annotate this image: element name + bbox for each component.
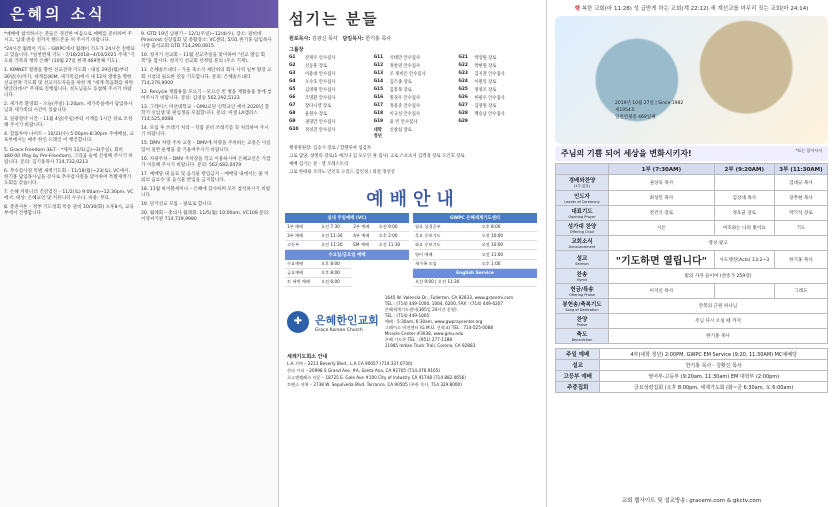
order-label-text: 교회소식 [571,239,593,245]
schedule-row [556,360,828,371]
group-item [289,87,368,93]
order-label-text: 헌금/특송 [570,287,594,293]
group-name: 권형만 안수집사 [305,120,336,125]
group-name: 원경우 안수집사 [389,96,421,101]
group-code: G1 [289,55,296,60]
worship-right-table [413,213,537,287]
group-name: 장다니엘 장로 [305,104,332,109]
order-row [556,191,828,206]
order-cell [714,284,774,299]
group-item [289,71,368,77]
news-right-column [141,32,272,226]
worship-section: 수요일/금요일 예배 [285,250,409,261]
group-name: 정찬영 안수집사 [389,64,421,69]
group-item [374,71,453,77]
worship-row [285,241,409,250]
schedule-label: 주일 예배 [556,349,600,360]
order-label [556,329,609,344]
news-item: 3. 일광절약 시간 – 11월 4일(주일)부터 시계를 1시간 뒤로 조정해 주시기 바랍니다. [4,117,133,129]
group-code: G8 [289,111,296,116]
order-cell: 기도 [774,221,827,236]
worship-header: GWPC 은혜세계기도센터 [413,213,537,223]
order-cell: 주님 다시 오실 때 까지 [609,314,828,329]
group-item [289,111,368,117]
news-item: *24시간 월레이 기도 – GWPC에서 월례이 기도가 24시간 진행되고 있습니다. *일천번제 기도 - 7/18/2018~4/10/2021 주제 "기도와 가족의 행복 은혜" (10월 27일 현재 469번째 기도). [4,47,135,65]
group-item [458,111,537,117]
group-code: G15 [373,87,384,92]
group-code: G18 [373,111,384,116]
group-item [374,87,453,93]
order-cell: 한기홍 목사 [774,251,827,269]
group-code: G7 [289,103,296,108]
news-item: 9. GTD 19년 남편기 – 12/1(주일)~12/4(수), 장소: 팜비데 Pinecrest 신장집회 및 총활장소: VC센터, 5/31 한기홍 담임목사 사랑 출석교회 GTD 714,290,0015 [141,32,272,50]
order-cell: 만복의 근원 하나님 [609,299,828,314]
order-cell: 권상욱 목사 [609,175,715,191]
group-code: G19 [373,119,384,124]
group-name: 이규성 안수집사 [389,112,421,117]
order-label [556,206,609,221]
order-row [556,269,828,284]
group-code: G29 [458,119,468,124]
vc-addr: Miracle Center #3038, www.gmu.edu [384,331,464,336]
order-of-service [555,163,828,344]
order-label-sub: Offering Choir [569,230,595,234]
group-item [289,127,368,139]
news-item: 11. 은혜솔트내티 – 가을 축소식 새단위의 회사 사역 일부 활장 교회 시설의 필요한 연동 기도합니다. 문의: 은혜솔트내티 714,276,9000 [141,68,272,86]
branch-item: L.A 지역 – 2213 Beverly Blvd., L.A CA 90057 (714.337.6730) [287,361,413,366]
worship-left-table [285,213,409,287]
motto-initial: 행 [574,6,580,12]
schedule-row [556,382,828,393]
news-item: 16. 자광주차 – DMV 주차장을 작고 이용하시며 은혜교인은 가깝가 이동해 주시기 바랍니다. 문의: 562,682,0479 [141,156,271,168]
group-name: 김지철 안수집사 [474,72,505,77]
servants-title: 섬기는 분들 [289,10,379,28]
group-name: 백승남 안수집사 [474,112,505,117]
worship-row [285,232,409,241]
church-info [279,289,547,351]
order-cell: 최성민 목사 [609,191,715,206]
group-code: G12 [373,63,384,68]
order-cell: 시온 [609,221,715,236]
news-panel [0,0,278,507]
group-name: 조명환 안수집사 [305,96,336,101]
worship-cell: 고등부 [285,241,319,250]
group-item [289,79,368,85]
branch-item: 로스앤젤레스 타운 – 18725 E. Gale Ave #100 City of Industry CA 91748 (714.882.0656) [287,375,466,380]
order-row [556,329,828,344]
news-item: 10. 청지기 선교회 – 11월 선교주일을 맞이하여 "선교 열심 회복"을 합시다. 청지기 선교회 선정팀 문의 (주소 기재). [141,53,265,65]
group-item [374,103,453,109]
bulletin-date: 2019년 10월 27일 | Since 1982 [615,101,684,106]
order-row [556,175,828,191]
gm-line: 은혜 기드온 TEL : (951) 277-1188 [384,337,453,342]
news-title: 은혜의 소식 [0,0,278,28]
order-label [556,314,609,329]
group-code: G10 [289,127,299,132]
group-name: 윤원수 장로 [305,112,328,117]
bulletin-vol: 제1954호 [615,108,636,113]
news-item: 18. 11월 바이블세미나 – 은혜에 감사하며 모두 참석하시기 바랍니다. [141,186,271,199]
worship-cell: 화요 중보기도 [413,241,480,250]
wc-tel: TEL : (714) 449-1005 [384,313,430,318]
order-row [556,221,828,236]
footer-text: 교회 웹사이트 및 설교방송: gracemi.com & gkctv.com [621,498,762,504]
worship-cell: 오전 10:00 [480,241,537,250]
order-cell: 전건식 장로 [609,206,715,221]
pastor-label: 담임목사: [342,36,364,42]
theme-banner [555,146,828,161]
news-item: 5. Grace Freedom 3&7 – *제자 11/1(금)~3(주일), 회비 $80:00 (Pay by Pre-Freedom), 그리움 둘에 신청해 주시기 바랍니다. 문의: 김기홍목사 714,732,0213 [4,147,133,165]
branch-item: 산타 시티 – 20998 S Grand Ave, #A, Santa Ana, CA 92705 (714.476.9165) [287,368,440,373]
worship-cell: 4부 예배 [351,232,376,241]
order-label-text: 성가대 찬양 [567,224,597,230]
order-label-text: 축도 [576,332,588,338]
order-cell: 박기석 장로 [774,206,827,221]
group-code [458,127,470,139]
worship-cell: 토 새벽 예배 [285,278,319,287]
news-item: 14. 모임 후 쓰레기 처리 – 직접 준비 쓰레기를 꼭 처리하여 주시기 바랍니다. [141,126,269,138]
worship-row [285,278,409,287]
schedule-label: 설교 [556,360,600,371]
vc-line: 그레이스 비전센터 (G.M.U. 신학교) TEL : 714-525-0088 [384,325,494,330]
order-label-sub: Hymn [576,278,588,282]
order-label-sub: Announcement [568,245,596,249]
order-label-text: 봉헌송/축복기도 [562,302,602,308]
order-label-sub: Sermon [575,261,589,266]
church-name: 은혜한인교회 [315,313,379,327]
group-code: G2 [289,63,296,68]
group-name: 신창섭 장로 [389,128,412,133]
group-name: 신동훈 장로 [305,64,328,69]
order-label [556,175,609,191]
order-cell: "기도하면 열립니다" [609,251,715,269]
order-cell: 그레도 [774,284,827,299]
worship-cell: 오후 8:00 [319,269,351,278]
worship-row [413,241,537,250]
order-label-text: 대표기도 [571,209,593,215]
order-row [556,299,828,314]
order-label [556,251,609,269]
worship-header: 실내 주일예배 (VC) [285,213,409,223]
schedule-text: 한기홍 목사 · 김황신 목사 [600,360,828,371]
order-row [556,284,828,299]
worship-cell: 오전 9:00 [377,223,409,232]
order-label-sub: Song of Dedication [565,308,599,312]
worship-cell: 오후 8:00 [319,260,351,269]
news-item: 15. DMV 차량 주차 교통 – DMV에 차량을 주차하는 교통은 이름 있어 일반 운행을 좀 기울여주시기 바랍니다. [141,141,271,153]
world-map-image [555,16,828,144]
group-code: G16 [373,95,384,100]
order-label [556,284,609,299]
group-name: 이용대 안수집사 [305,72,336,77]
worship-cell: 새가족 모임 [413,259,480,268]
service-header: 1부 (7:30AM) [609,164,715,175]
group-item [374,127,453,139]
order-cell: 영상 광고 [609,236,828,251]
group-name: 정용준 안수집사 [389,104,421,109]
role-line: 크로 담당, 창열록 장로(1 애즈다 김 모오인 권 집사) 크로 스포츠서 김객경 장로 오인호 장로 [289,154,465,159]
order-label-text: 찬송 [576,272,588,278]
news-left-column [4,32,135,226]
group-item [374,63,453,69]
order-label-text: 경배와찬양 [568,178,596,184]
group-code: G14 [373,79,384,84]
schedule-text: 금요성령집회 (오후 8:00pm, 세계기도회 (화~금 6:30am, 토 6:00am) [600,382,828,393]
group-item [458,87,537,93]
order-cell [714,175,774,191]
branches [279,351,547,391]
order-label-text: 찬양 [576,317,588,323]
role-line: 예배 섬기는 분 · 셀 오레스트리 [289,162,349,167]
order-label-sub: (1부 없음) [573,184,591,188]
news-item: 7. 은혜 커뮤니티 건강검진 – 11/2(토) 9:00am~12:30pm, VC에서. 대상: 은혜교인 및 커뮤니티 누구나. 비용: 무료. [4,190,134,202]
worship-cell: 금요예배 [285,269,319,278]
group-code: G4 [289,79,296,84]
group-item [374,119,453,125]
group-item [374,55,453,61]
order-label-sub: Benediction [571,338,593,342]
group-code: G5 [289,87,296,92]
worship-cell: 2부 예배 [351,223,376,232]
bulletin-prayer: 일천번제중 469일째 [615,115,656,120]
founder-label: 원로목사: [289,36,311,42]
worship-cell: 수요예배 [285,260,319,269]
news-item: 1. KIMNET 열방을 향한 선교전략 기도회 - 내일 29일(월)부터 30일(수)까지, 세계를(KIM, 세가족심)에서 새 12차 열방을 향한 선교전략 기도회 및 선교지도자들을 위한 계 "세계 복음화를 위한 방글라데시" 주제로 진행됩니다. 성도님들도 동참해 주시기 바랍니다. [4,68,134,98]
group-code: G13 [373,71,384,76]
group-item [458,103,537,109]
group-item [374,111,453,117]
role-line: 행정위원장: 김승기 장로 / 할렐루야 섬김자 [289,146,372,151]
order-label-sub: Praise [576,323,588,327]
bulletin-panel [546,0,835,507]
worship-row [413,223,537,232]
order-row [556,206,828,221]
schedule-text: 4부(대학 청년) 2:00PM, GWPC EM Service (9:20, 11:30AM) MC예배당 [600,349,828,360]
order-label-text: 설교 [576,255,588,262]
group-name: 김봉목 장로 [389,88,412,93]
worship-cell: 1부 예배 [285,223,319,232]
worship-row [413,250,537,259]
order-label-sub: Leader of Ceremony [564,200,600,204]
schedule-table [555,348,828,393]
groups-grid [279,55,547,139]
worship-cell: 오전 11:30 [377,241,409,250]
order-corner [556,164,609,175]
worship-cell: 오후 1:00 [480,259,537,268]
theme-note: *표는 일어서서 [795,148,822,153]
worship-row [285,260,409,269]
group-code: 대학 청년 [373,128,382,139]
group-item [458,79,537,85]
worship-title: 예배안내 [366,189,460,210]
branches-title: 세계기도회소 안내 [287,354,328,360]
worship-cell: 영어 예배 [413,250,480,259]
group-code: G11 [373,55,384,60]
order-label [556,221,609,236]
worship-cell: 오전 10:00 [480,232,537,241]
church-address: 1645 W. Valencia Dr., Fullerton, CA 92833, www.gracemi.com [384,295,514,300]
worship-cell: 오전 11:30 [319,241,351,250]
news-item: 17. 예배당 내 음료 및 음식물 반입금지 – 예배당 내에서는 물 이외의 음료수 및 음식물 반입을 금지합니다. [141,171,269,183]
roles-list [279,139,547,181]
order-label-sub: Offering Praise [569,293,595,297]
group-name: 오수호 안수집사 [305,80,336,85]
group-code: G17 [373,103,384,108]
news-item: 12. Recycle 재활용품 모으기 – 모으신 빈 병을 재활용품 통에 넣어주시기 바랍니다. 문의: 김영승 562,292,5123 [141,89,272,101]
group-item [458,71,537,77]
groups-label: 그룹장 [289,47,304,53]
group-item [374,79,453,85]
worship-cell: EM 예배 [351,241,376,250]
motto-text: 복한 교회(마 11:28) 성 급받게 하는 교회(계 22:12) 세 계선교를 마무리 짓는 교회(마 24:14) [581,6,809,12]
order-label-text: 인도자 [574,194,590,200]
worship-cell: 목요 중보기도 [413,232,480,241]
worship-cell: 오후 8:00 [480,223,537,232]
news-item: 13. 그레이스 미션대학교 – GMU교단 신학교인 에서 2020년 봄학기 신입생 및 편입생을 모집합니다. 문의: 미셀 LA캠퍼스 714,525,0088 [141,104,270,123]
order-cell: 장추현 목사 [774,191,827,206]
worship-row [413,278,537,287]
group-code: G25 [458,87,468,92]
group-item [458,119,537,125]
worship-cell: 3부 예배 [285,232,319,241]
group-name: 전재우 안수집사 [305,56,336,61]
servants-panel [278,0,547,507]
group-code: G21 [458,55,468,60]
order-row [556,236,828,251]
schedule-label: 주중집회 [556,382,600,393]
group-item [289,55,368,61]
pastor-line [279,35,547,42]
group-item [458,95,537,101]
group-name: 이원일 장로 [474,80,497,85]
wc-title: 은혜세계기도센터(365일 24시간 운영) [384,307,457,312]
church-logo-icon: ✚ [287,311,309,333]
gm-addr: 11985 Indian Truck Trail, Corona, CA 92883 [384,343,476,348]
group-code: G28 [458,111,468,116]
order-cell: 여호와는 나의 빛이요 [714,221,774,236]
group-item [289,63,368,69]
group-item [289,103,368,109]
group-item [458,55,537,61]
news-item: 19. 단기선교 모집 – 팔로로 합니다. [141,202,213,208]
group-item [374,95,453,101]
order-cell: 한기홍 목사 [609,329,828,344]
group-item [289,119,368,125]
founder-name: 김광신 목사 [311,36,338,42]
worship-row [285,269,409,278]
group-code: G9 [289,119,296,124]
group-name: 정영조 장로 [474,88,497,93]
group-code: G6 [289,95,296,100]
pastor-name: 한기홍 목사 [365,36,392,42]
group-code: G24 [458,79,468,84]
news-item: 4. 할롤루야 나이트 – 10/31(수) 5:00pm-8:30pm 주예배실, 교육부에서는 매주 한인 드레인 어 행진합니다. [4,132,134,144]
group-code: G26 [458,95,468,100]
group-name: 석태만 안수집사 [389,56,421,61]
church-tel: TEL : (714) 449-1000, 1004, 6200, FAX : (714) 449-6207 [384,301,504,306]
worship-cell: 오전 6:00 [319,278,351,287]
worship-cell: 오전 7:30 [319,223,351,232]
motto [547,0,835,16]
order-label [556,299,609,314]
group-name: 김은종 장로 [389,80,412,85]
worship-row [285,223,409,232]
order-label [556,191,609,206]
group-name: 윤 빈 안수집사 [389,120,418,125]
worship-cell: 오후 2:00 [377,232,409,241]
group-item [458,127,537,139]
news-item: *예배에 참석하시는 분들은 경건한 마음으로 예배를 준비하여 주시고, 입례 찬송 전까지 핸드폰을 꺼 주시기 바랍니다. [4,32,132,44]
group-name: 김영택 안수집사 [305,88,336,93]
schedule-row [556,349,828,360]
wc-hours: 예배 - 5:30am, 6:30am, www.gwpraycenter.org [384,319,483,324]
english-val: 오전 9:00 | 오전 11:30 [413,278,537,287]
worship-cell: 월요 성경공부 [413,223,480,232]
news-item: 2. 세가족 환영회 – 오늘(주일) 1:20pm, 세가족실에서 담임목사님과 세가족의 시간이 있습니다. [4,101,133,114]
schedule-row [556,371,828,382]
role-line: 크로 한테용 오라노 언인호 오리드 김인경 / 의전 정선궁 [289,170,395,175]
group-code: G22 [458,63,468,68]
worship-row [413,259,537,268]
group-code: G23 [458,71,468,76]
order-label [556,269,609,284]
order-row [556,314,828,329]
group-item [458,63,537,69]
order-cell: 정호균 장로 [714,206,774,221]
group-code: G3 [289,71,296,76]
order-cell: 김대규 목사 [774,175,827,191]
group-name: 박장원 장로 [474,56,497,61]
news-item: 8. 총전샤론 – 정부 기도성회 특송 준비 10/30(화) 오후8시, 교육부에서 진행합니다. [4,205,134,217]
group-name: 한필우 안수집사 [474,96,505,101]
worship-row [413,232,537,241]
branch-item: 토렌스 지역 – 2738 W. Sepulveda Blvd. Torrance, CA 90505 (주관 목사, 714.329.8000) [287,382,462,387]
order-cell: 빛의 사자 들이여 (찬송가 259장) [609,269,828,284]
group-name: 정성진 안수집사 [305,128,336,133]
group-item [289,95,368,101]
group-name: 조 제비온 안수집사 [389,72,426,77]
english-header: English Service [413,268,537,278]
order-label [556,236,609,251]
service-header: 2부 (9:20AM) [714,164,774,175]
schedule-label: 고등부 예배 [556,371,600,382]
group-name: 김영원 장로 [474,104,497,109]
worship-cell: 오전 11:30 [319,232,351,241]
group-code: G27 [458,103,468,108]
schedule-text: 영어부-고등부 (9:20am, 11:30am) EM 대학부 (2:00pm) [600,371,828,382]
order-cell: 사도행전(Acts) 13:2~3 [714,251,774,269]
theme-text: 주님의 기쁨 되어 세상을 변화시키자! [561,149,692,158]
church-eng: Grace Korean Church [315,327,363,333]
group-name: 박현원 장로 [474,64,497,69]
order-cell: 이지신 목사 [609,284,715,299]
news-item: 20. 월례회 – 총의사 월례회: 11/5(월) 10:00am, VC108 문의: 이영씨기관 714,719,9980 [141,211,270,223]
order-cell: 김상대 목사 [714,191,774,206]
news-item: 6. 추수감사절 특별 새벽기도회 – 11/18(월)~23(토), VC에서. 한기홍 담임목사님을 강사로 추수감사절을 맞이하여 특별새벽기도회를 갖습니다. [4,168,132,186]
worship-cell: 오전 11:00 [480,250,537,259]
order-row [556,251,828,269]
service-header: 3부 (11:30AM) [774,164,827,175]
order-label-sub: Opening Prayer [568,215,596,219]
